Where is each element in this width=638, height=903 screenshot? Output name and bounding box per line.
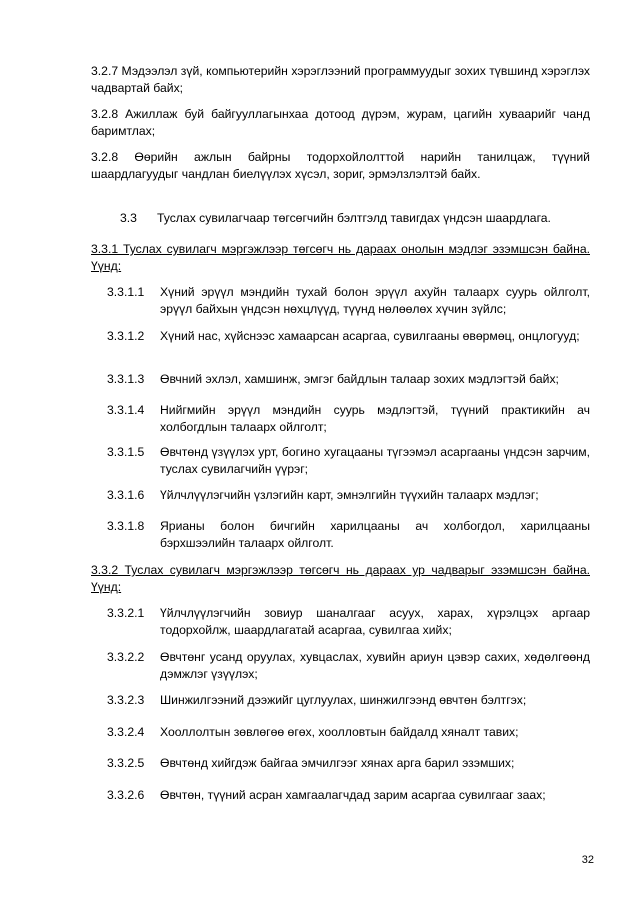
item-text: Өвчтөнд үзүүлэх урт, богино хугацааны түгээмэл асаргааны үндсэн зарчим, туслах сувилагчийн үүрэг; (160, 445, 590, 476)
item-number: 3.3.1.6 (107, 488, 145, 502)
list-item (107, 402, 590, 436)
list-item (107, 649, 590, 683)
item-number: 3.3.2.1 (107, 606, 145, 620)
paragraph-3-2-8-a: 3.2.8 Ажиллаж буй байгууллагынхаа дотоод дүрэм, журам, цагийн хуваарийг чанд баримтлах; (91, 107, 590, 138)
section-number: 3.3 (120, 211, 137, 225)
section-heading (120, 210, 590, 227)
item-text: Үйлчлүүлэгчийн зовиур шаналгааг асуух, харах, хүрэлцэх аргаар тодорхойлж, шаардлагатай асаргаа, сувилгаа хийх; (160, 606, 590, 637)
item-text: Өвчтөн, түүний асран хамгаалагчдад зарим асаргаа сувилгааг заах; (160, 788, 546, 802)
item-text: Хооллолтын зөвлөгөө өгөх, хоолловтын байдалд хяналт тавих; (160, 725, 519, 739)
item-number: 3.3.1.8 (107, 519, 145, 533)
item-number: 3.3.2.3 (107, 693, 145, 707)
item-number: 3.3.2.4 (107, 725, 145, 739)
item-text: Шинжилгээний дээжийг цуглуулах, шинжилгээнд өвчтөн бэлтгэх; (160, 693, 527, 707)
item-text: Хүний нас, хүйснээс хамаарсан асаргаа, сувилгааны өвөрмөц, онцлогууд; (160, 329, 580, 343)
paragraph-3-2-8-b: 3.2.8 Өөрийн ажлын байрны тодорхойлолттой нарийн танилцаж, түүний шаардлагуудыг чандлан биелүүлэх хүсэл, зориг, эрмэлзлэлтэй байх. (91, 150, 590, 181)
subsection-heading-3-3-2: 3.3.2 Туслах сувилагч мэргэжлээр төгсөгч нь дараах ур чадварыг эзэмшсэн байна. Үүнд: (91, 563, 590, 594)
list-item (107, 487, 590, 504)
item-text: Хүний эрүүл мэндийн тухай болон эрүүл ахуйн талаарх суурь ойлголт, эрүүл байхын үндсэн нөхцлүүд, түүнд нөлөөлөх хүчин зүйлс; (160, 285, 590, 316)
section-title: Туслах сувилагчаар төгсөгчийн бэлтгэлд тавигдах үндсэн шаардлага. (157, 211, 551, 225)
list-item (107, 605, 590, 639)
list-item (107, 787, 590, 804)
list-item (107, 692, 590, 709)
list-item (107, 518, 590, 552)
item-text: Нийгмийн эрүүл мэндийн суурь мэдлэгтэй, түүний практикийн ач холбогдлын талаарх ойлголт; (160, 403, 590, 434)
list-item (107, 755, 590, 772)
item-number: 3.3.1.5 (107, 445, 145, 459)
item-number: 3.3.2.6 (107, 788, 145, 802)
item-number: 3.3.1.4 (107, 403, 145, 417)
item-text: Үйлчлүүлэгчийн үзлэгийн карт, эмнэлгийн түүхийн талаарх мэдлэг; (160, 488, 539, 502)
subsection-heading-3-3-1: 3.3.1 Туслах сувилагч мэргэжлээр төгсөгч нь дараах онолын мэдлэг эзэмшсэн байна. Үүнд: (91, 242, 590, 273)
item-text: Өвчний эхлэл, хамшинж, эмгэг байдлын талаар зохих мэдлэгтэй байх; (160, 372, 559, 386)
item-number: 3.3.2.2 (107, 650, 145, 664)
list-item (107, 724, 590, 741)
item-number: 3.3.1.2 (107, 329, 145, 343)
paragraph-3-2-7: 3.2.7 Мэдээлэл зүй, компьютерийн хэрэглээний программуудыг зохих түвшинд хэрэглэх чадвартай байх; (91, 64, 590, 95)
list-item (107, 444, 590, 478)
item-number: 3.3.1.3 (107, 372, 145, 386)
page-number: 32 (581, 854, 594, 866)
item-text: Өвчтөнг усанд оруулах, хувцаслах, хувийн ариун цэвэр сахих, хөдөлгөөнд дэмжлэг үзүүлэх; (160, 650, 590, 681)
list-item (107, 328, 590, 345)
item-number: 3.3.1.1 (107, 285, 145, 299)
list-item (107, 371, 590, 388)
item-text: Ярианы болон бичгийн харилцааны ач холбогдол, харилцааны бэрхшээлийн талаарх ойлголт. (160, 519, 590, 550)
item-text: Өвчтөнд хийгдэж байгаа эмчилгээг хянах арга барил эзэмших; (160, 756, 515, 770)
list-item (107, 284, 590, 318)
item-number: 3.3.2.5 (107, 756, 145, 770)
